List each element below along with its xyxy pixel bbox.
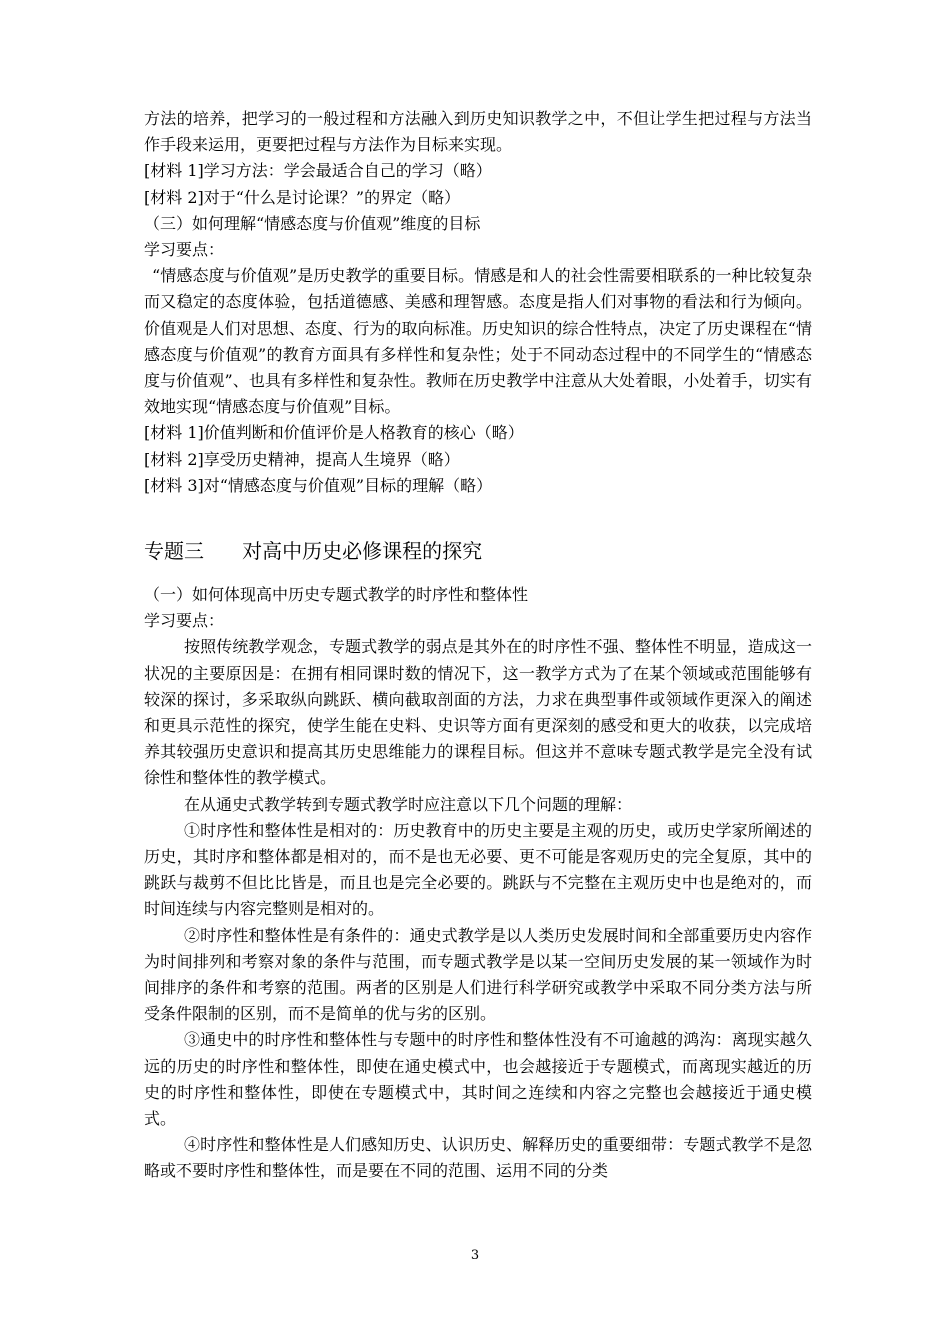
section2-body xyxy=(144,106,812,499)
material-item: [材料 2]享受历史精神，提高人生境界（略） xyxy=(144,449,460,469)
material-item: [材料 3]对“情感态度与价值观”目标的理解（略） xyxy=(144,475,493,495)
subheading: （一）如何体现高中历史专题式教学的时序性和整体性 xyxy=(144,585,529,604)
material-item: [材料 1]学习方法：学会最适合自己的学习（略） xyxy=(144,161,492,181)
key-points-label: 学习要点： xyxy=(144,240,225,260)
numbered-point: ②时序性和整体性是有条件的：通史式教学是以人类历史发展时间和全部重要历史内容作为时间排列和考察对象的条件与范围，而专题式教学是以某一空间历史发展的某一领域作为时间排序的条件和考察的范围。两者的区别是人们进行科学研究或教学中采取不同分类方法与所受条件限制的区别，而不是简单的优与劣的区别。 xyxy=(144,925,812,1024)
key-points-paragraph: “情感态度与价值观”是历史教学的重要目标。情感是和人的社会性需要相联系的一种比较复杂而又稳定的态度体验，包括道德感、美感和理智感。态度是指人们对事物的看法和行为倾向。价值观是人们对思想、态度、行为的取向标准。历史知识的综合性特点，决定了历史课程在“情感态度与价值观”的教育方面具有多样性和复杂性；处于不同动态过程中的不同学生的“情感态度与价值观”、也具有多样性和复杂性。教师在历史教学中注意从大处着眼，小处着手，切实有效地实现“情感态度与价值观”目标。 xyxy=(144,266,812,417)
material-item: [材料 1]价值判断和价值评价是人格教育的核心（略） xyxy=(144,423,524,443)
numbered-point: ③通史中的时序性和整体性与专题中的时序性和整体性没有不可逾越的鸿沟：离现实越久远的历史的时序性和整体性，即使在通史模式中，也会越接近于专题模式，而离现实越近的历史的时序性和整体性，即使在专题模式中，其时间之连续和内容之完整也会越接近于通史模式。 xyxy=(144,1030,812,1129)
subheading: （三）如何理解“情感态度与价值观”维度的目标 xyxy=(144,213,481,233)
section3-body xyxy=(144,582,812,1185)
key-points-label: 学习要点： xyxy=(144,611,225,631)
section-heading: 专题三 对高中历史必修课程的探究 xyxy=(144,539,483,563)
material-item: [材料 2]对于“什么是讨论课？”的界定（略） xyxy=(144,187,461,207)
numbered-point: ①时序性和整体性是相对的：历史教育中的历史主要是主观的历史，或历史学家所阐述的历史，其时序和整体都是相对的，而不是也无必要、更不可能是客观历史的完全复原，其中的跳跃与裁剪不但比比皆是，而且也是完全必要的。跳跃与不完整在主观历史中也是绝对的，而时间连续与内容完整则是相对的。 xyxy=(144,820,812,919)
body-paragraph: 在从通史式教学转到专题式教学时应注意以下几个问题的理解： xyxy=(184,794,633,814)
numbered-point: ④时序性和整体性是人们感知历史、认识历史、解释历史的重要细带：专题式教学不是忽略或不要时序性和整体性，而是要在不同的范围、运用不同的分类 xyxy=(144,1135,812,1181)
page-number: 3 xyxy=(470,1248,480,1263)
body-paragraph: 按照传统教学观念，专题式教学的弱点是其外在的时序性不强、整体性不明显，造成这一状况的主要原因是：在拥有相同课时数的情况下，这一教学方式为了在某个领域或范围能够有较深的探讨，多采取纵向跳跃、横向截取剖面的方法，力求在典型事件或领域作更深入的阐述和更具示范性的探究，使学生能在史料、史识等方面有更深刻的感受和更大的收获，以完成培养其较强历史意识和提高其历史思维能力的课程目标。但这并不意味专题式教学是完全没有试徐性和整体性的教学模式。 xyxy=(144,637,812,788)
paragraph-continued: 方法的培养，把学习的一般过程和方法融入到历史知识教学之中，不但让学生把过程与方法当作手段来运用，更要把过程与方法作为目标来实现。 xyxy=(144,109,812,155)
